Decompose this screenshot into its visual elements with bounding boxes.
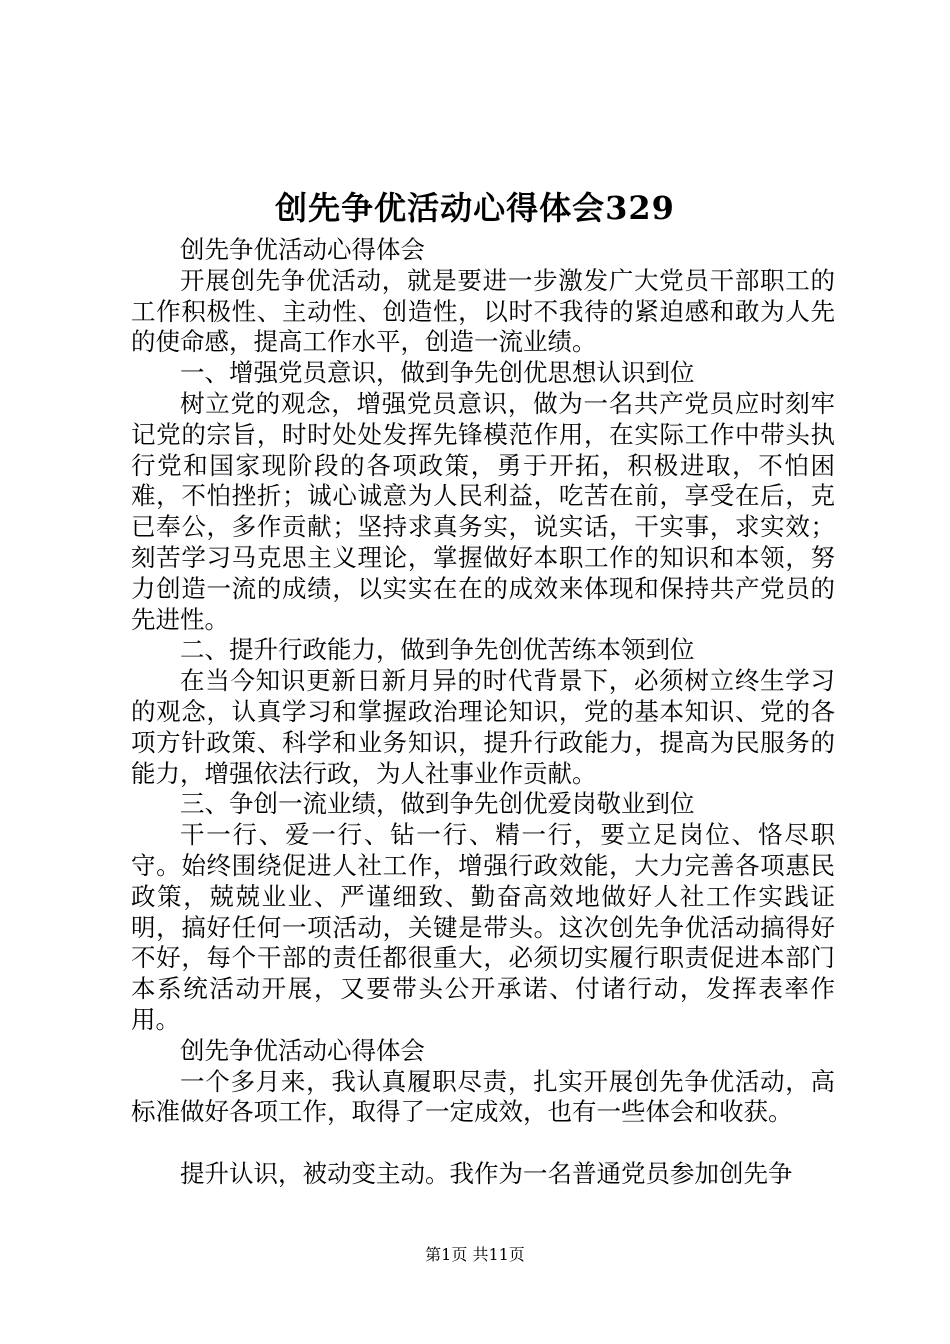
paragraph: 开展创先争优活动，就是要进一步激发广大党员干部职工的工作积极性、主动性、创造性，以时不我待的紧迫感和敢为人先的使命感，提高工作水平，创造一流业绩。: [131, 265, 835, 357]
paragraph: 一个多月来，我认真履职尽责，扎实开展创先争优活动，高标准做好各项工作，取得了一定成效，也有一些体会和收获。: [131, 1066, 835, 1127]
page-footer: 第1页 共11页: [425, 1245, 525, 1264]
paragraph: 提升认识，被动变主动。我作为一名普通党员参加创先争: [180, 1158, 793, 1188]
section-heading-1: 一、增强党员意识，做到争先创优思想认识到位: [180, 358, 695, 388]
paragraph-subtitle: 创先争优活动心得体会: [180, 235, 425, 264]
paragraph: 树立党的观念，增强党员意识，做为一名共产党员应时刻牢记党的宗旨，时时处处发挥先锋模范作用，在实际工作中带头执行党和国家现阶段的各项政策，勇于开拓，积极进取，不怕困难，不怕挫折；诚心诚意为人民利益，吃苦在前，享受在后，克已奉公，多作贡献；坚持求真务实，说实话，干实事，求实效；刻苦学习马克思主义理论，掌握做好本职工作的知识和本领，努力创造一流的成绩，以实实在在的成效来体现和保持共产党员的先进性。: [131, 388, 835, 634]
section-heading-3: 三、争创一流业绩，做到争先创优爱岗敬业到位: [180, 789, 695, 819]
paragraph: 干一行、爱一行、钻一行、精一行，要立足岗位、恪尽职守。始终围绕促进人社工作，增强行政效能，大力完善各项惠民政策，兢兢业业、严谨细致、勤奋高效地做好人社工作实践证明，搞好任何一项活动，关键是带头。这次创先争优活动搞得好不好，每个干部的责任都很重大，必须切实履行职责促进本部门本系统活动开展，又要带头公开承诺、付诸行动，发挥表率作用。: [131, 820, 835, 1034]
paragraph-subtitle: 创先争优活动心得体会: [180, 1035, 425, 1065]
section-heading-2: 二、提升行政能力，做到争先创优苦练本领到位: [180, 635, 695, 665]
document-title: 创先争优活动心得体会329: [275, 189, 675, 227]
document-body: [131, 235, 835, 1190]
paragraph: 在当今知识更新日新月异的时代背景下，必须树立终生学习的观念，认真学习和掌握政治理论知识，党的基本知识、党的各项方针政策、科学和业务知识，提升行政能力，提高为民服务的能力，增强依法行政，为人社事业作贡献。: [131, 666, 835, 788]
